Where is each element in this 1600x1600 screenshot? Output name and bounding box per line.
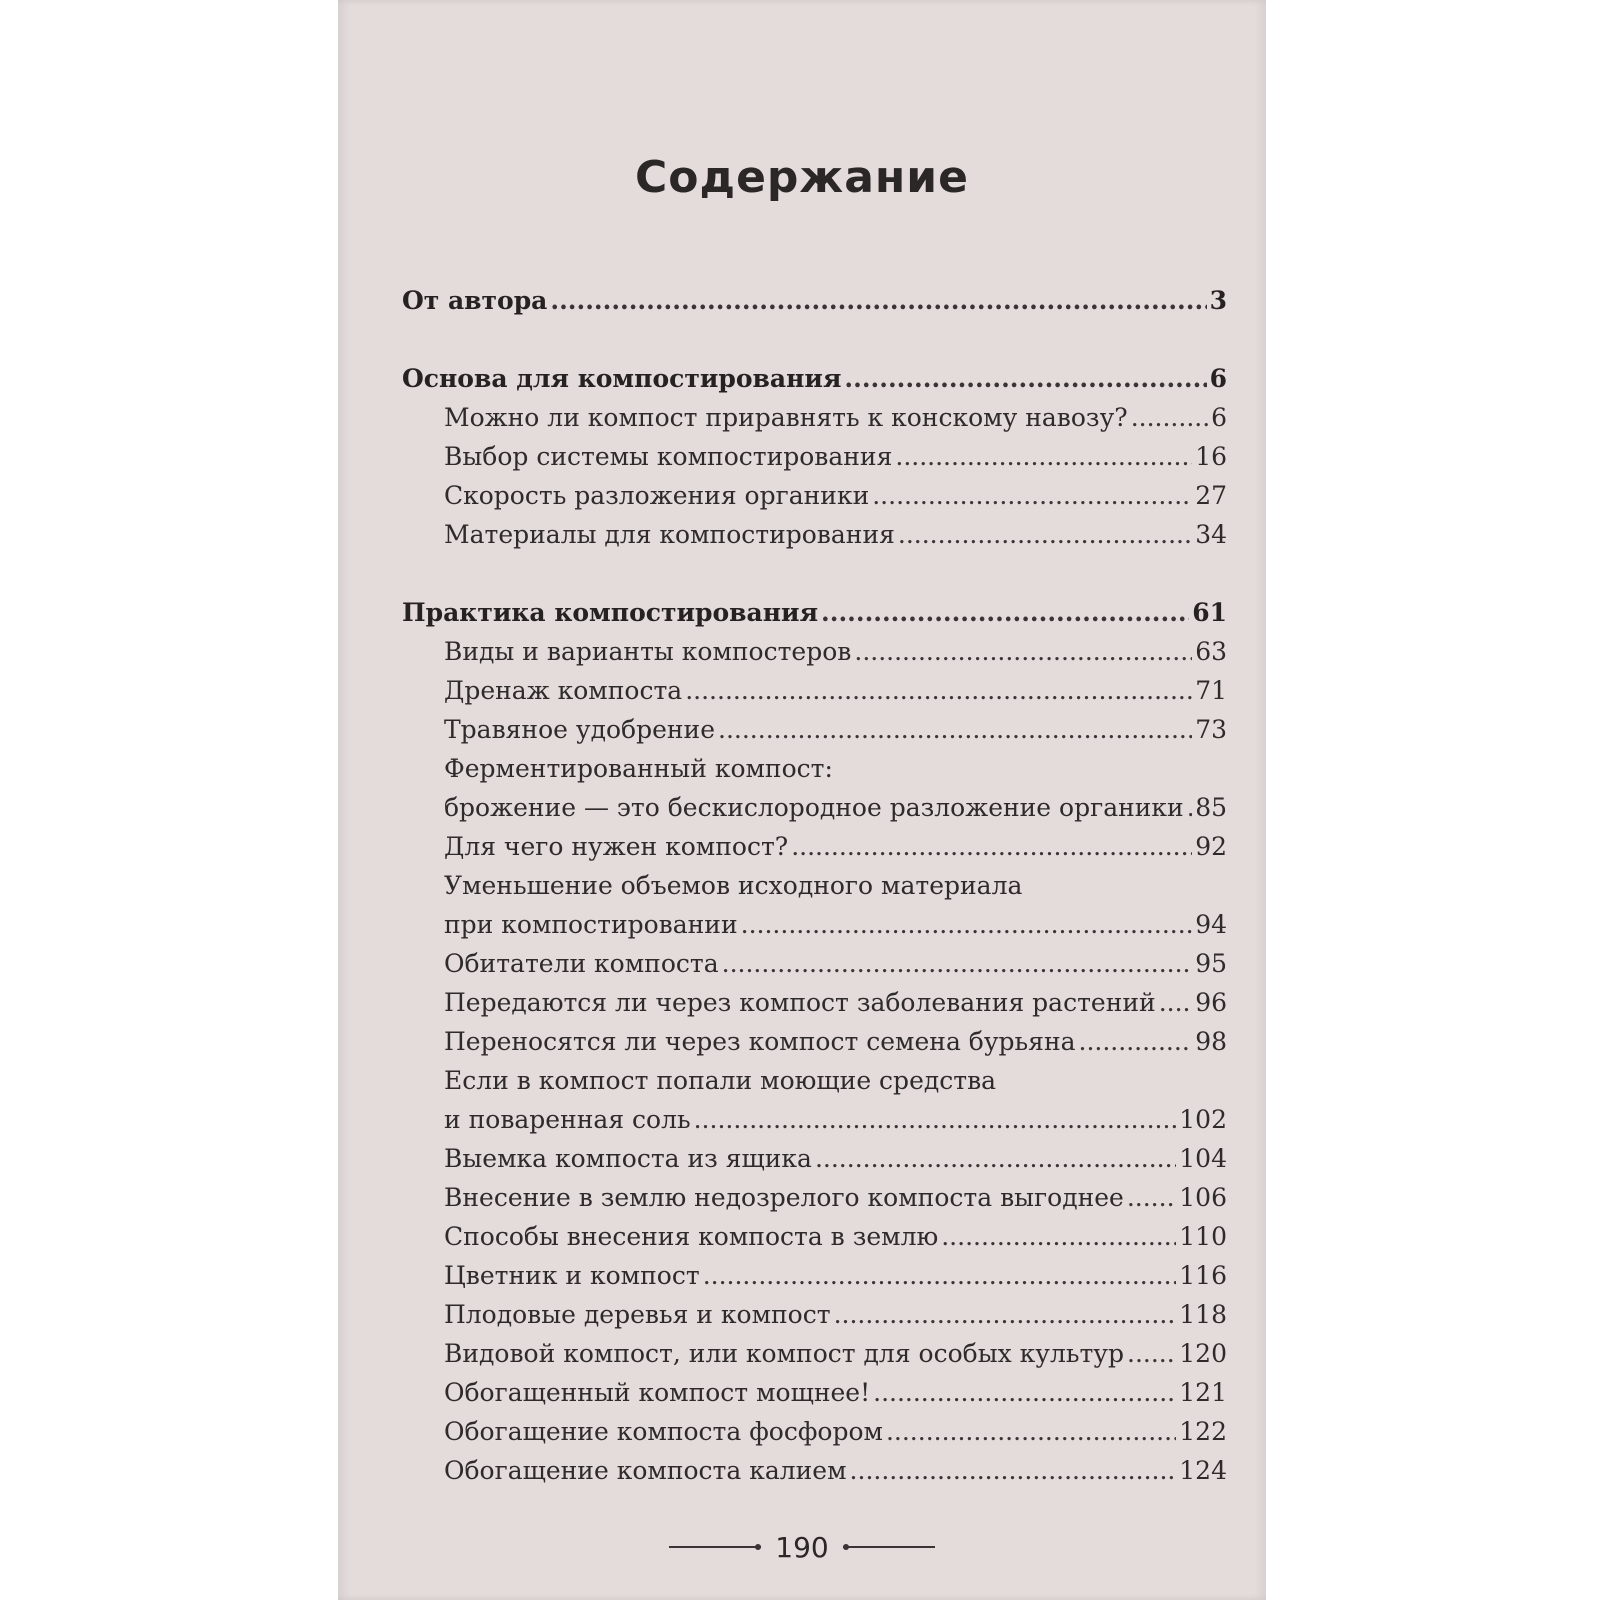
toc-entry bbox=[402, 793, 1227, 832]
toc-page-number: 116 bbox=[1179, 1261, 1227, 1290]
toc-entry-title: Цветник и компост bbox=[444, 1261, 700, 1290]
toc-entry bbox=[402, 949, 1227, 988]
page-number: 190 bbox=[775, 1530, 829, 1564]
leader-dots bbox=[1127, 1339, 1176, 1368]
leader-dots bbox=[898, 520, 1192, 549]
toc-entry-title: Для чего нужен компост? bbox=[444, 832, 789, 861]
toc-page-number: 92 bbox=[1195, 832, 1227, 861]
toc-entry bbox=[402, 481, 1227, 520]
toc-entry bbox=[402, 1300, 1227, 1339]
toc-page-number: 95 bbox=[1195, 949, 1227, 978]
toc-entry-title: при компостировании bbox=[444, 910, 738, 939]
toc-entry-title: Плодовые деревья и компост bbox=[444, 1300, 831, 1329]
leader-dots bbox=[685, 676, 1192, 705]
toc-entry-title: Можно ли компост приравнять к конскому навозу? bbox=[444, 403, 1128, 432]
leader-dots bbox=[718, 715, 1192, 744]
toc-page-number: 63 bbox=[1195, 637, 1227, 666]
toc-page-number: 73 bbox=[1195, 715, 1227, 744]
toc-entry-title: Обогащение компоста калием bbox=[444, 1456, 847, 1485]
toc-page-number: 94 bbox=[1195, 910, 1227, 939]
page-title: Содержание bbox=[635, 152, 969, 203]
leader-dots bbox=[1127, 1183, 1176, 1212]
leader-dots bbox=[694, 1105, 1177, 1134]
toc-section-title: Основа для компостирования bbox=[402, 364, 842, 393]
toc-entry bbox=[402, 676, 1227, 715]
leader-dots bbox=[703, 1261, 1177, 1290]
leader-dots bbox=[854, 637, 1192, 666]
toc-entry bbox=[402, 637, 1227, 676]
toc-entry-title-line1: Ферментированный компост: bbox=[444, 754, 833, 783]
toc-entry-title: Дренаж компоста bbox=[444, 676, 683, 705]
leader-dots bbox=[741, 910, 1193, 939]
toc-page-number: 120 bbox=[1179, 1339, 1227, 1368]
leader-dots bbox=[834, 1300, 1177, 1329]
leader-dots bbox=[722, 949, 1193, 978]
toc-section bbox=[402, 598, 1227, 637]
toc-entry bbox=[402, 403, 1227, 442]
toc-entry-line1 bbox=[402, 871, 1227, 910]
toc-entry-title: Травяное удобрение bbox=[444, 715, 716, 744]
leader-dots bbox=[941, 1222, 1176, 1251]
toc-entry-title: Передаются ли через компост заболевания растений bbox=[444, 988, 1156, 1017]
toc-page-number: 118 bbox=[1179, 1300, 1227, 1329]
toc-page-number: 61 bbox=[1192, 598, 1227, 627]
toc-page-number: 96 bbox=[1195, 988, 1227, 1017]
leader-dots bbox=[1159, 988, 1193, 1017]
leader-dots bbox=[872, 481, 1192, 510]
toc-page-number: 121 bbox=[1179, 1378, 1227, 1407]
toc-section-title: Практика компостирования bbox=[402, 598, 819, 627]
toc-entry-title: Обогащение компоста фосфором bbox=[444, 1417, 883, 1446]
leader-dots bbox=[821, 598, 1189, 627]
leader-dots bbox=[1131, 403, 1208, 432]
toc-page-number: 106 bbox=[1179, 1183, 1227, 1212]
toc-page-number: 124 bbox=[1179, 1456, 1227, 1485]
toc-entry-title-line1: Если в компост попали моющие средства bbox=[444, 1066, 997, 1095]
toc-entry-line1 bbox=[402, 1066, 1227, 1105]
book-page bbox=[338, 0, 1266, 1600]
footer-rule-right bbox=[843, 1546, 935, 1548]
toc-entry-title: и поваренная соль bbox=[444, 1105, 691, 1134]
toc-entry bbox=[402, 715, 1227, 754]
toc-section bbox=[402, 364, 1227, 403]
toc-entry-title: Выбор системы компостирования bbox=[444, 442, 893, 471]
toc-section-title: От автора bbox=[402, 286, 548, 315]
toc-entry-title: Видовой компост, или компост для особых культур bbox=[444, 1339, 1125, 1368]
leader-dots bbox=[1079, 1027, 1193, 1056]
leader-dots bbox=[850, 1456, 1177, 1485]
toc-entry-title: Виды и варианты компостеров bbox=[444, 637, 852, 666]
toc-entry bbox=[402, 1144, 1227, 1183]
toc-entry-title: Материалы для компостирования bbox=[444, 520, 895, 549]
toc-page-number: 102 bbox=[1179, 1105, 1227, 1134]
toc-page-number: 34 bbox=[1195, 520, 1227, 549]
toc-page-number: 98 bbox=[1195, 1027, 1227, 1056]
leader-dots bbox=[550, 286, 1206, 315]
toc-page-number: 6 bbox=[1211, 403, 1227, 432]
toc-entry bbox=[402, 1105, 1227, 1144]
toc-entry bbox=[402, 520, 1227, 559]
toc-entry bbox=[402, 1339, 1227, 1378]
toc-page-number: 71 bbox=[1195, 676, 1227, 705]
toc-entry bbox=[402, 910, 1227, 949]
toc-entry-title: Способы внесения компоста в землю bbox=[444, 1222, 939, 1251]
toc-entry-title: Внесение в землю недозрелого компоста выгоднее bbox=[444, 1183, 1124, 1212]
toc-entry bbox=[402, 1261, 1227, 1300]
toc-entry-title: брожение — это бескислородное разложение органики bbox=[444, 793, 1184, 822]
toc-entry bbox=[402, 1456, 1227, 1495]
leader-dots bbox=[844, 364, 1206, 393]
toc-entry bbox=[402, 1183, 1227, 1222]
toc-entry bbox=[402, 1417, 1227, 1456]
toc-entry-title: Обитатели компоста bbox=[444, 949, 719, 978]
toc-entry-title-line1: Уменьшение объемов исходного материала bbox=[444, 871, 1023, 900]
toc-entry bbox=[402, 442, 1227, 481]
toc-entry-title: Выемка компоста из ящика bbox=[444, 1144, 812, 1173]
toc-page-number: 122 bbox=[1179, 1417, 1227, 1446]
toc-page-number: 3 bbox=[1209, 286, 1227, 315]
toc-entry-title: Скорость разложения органики bbox=[444, 481, 870, 510]
leader-dots bbox=[1187, 793, 1192, 822]
toc-entry-title: Обогащенный компост мощнее! bbox=[444, 1378, 871, 1407]
toc-entry bbox=[402, 988, 1227, 1027]
leader-dots bbox=[886, 1417, 1176, 1446]
leader-dots bbox=[791, 832, 1192, 861]
toc-page-number: 85 bbox=[1195, 793, 1227, 822]
toc-entry bbox=[402, 1378, 1227, 1417]
toc-entry bbox=[402, 1222, 1227, 1261]
toc-entry bbox=[402, 832, 1227, 871]
leader-dots bbox=[895, 442, 1192, 471]
toc-section bbox=[402, 286, 1227, 325]
toc-entry bbox=[402, 1027, 1227, 1066]
toc-page-number: 16 bbox=[1195, 442, 1227, 471]
toc-page-number: 27 bbox=[1195, 481, 1227, 510]
page-footer bbox=[338, 1527, 1266, 1567]
toc-page-number: 104 bbox=[1179, 1144, 1227, 1173]
footer-rule-left bbox=[669, 1546, 761, 1548]
table-of-contents bbox=[402, 286, 1227, 1495]
leader-dots bbox=[815, 1144, 1176, 1173]
toc-page-number: 110 bbox=[1179, 1222, 1227, 1251]
leader-dots bbox=[873, 1378, 1176, 1407]
toc-page-number: 6 bbox=[1209, 364, 1227, 393]
toc-entry-line1 bbox=[402, 754, 1227, 793]
toc-entry-title: Переносятся ли через компост семена бурьяна bbox=[444, 1027, 1076, 1056]
